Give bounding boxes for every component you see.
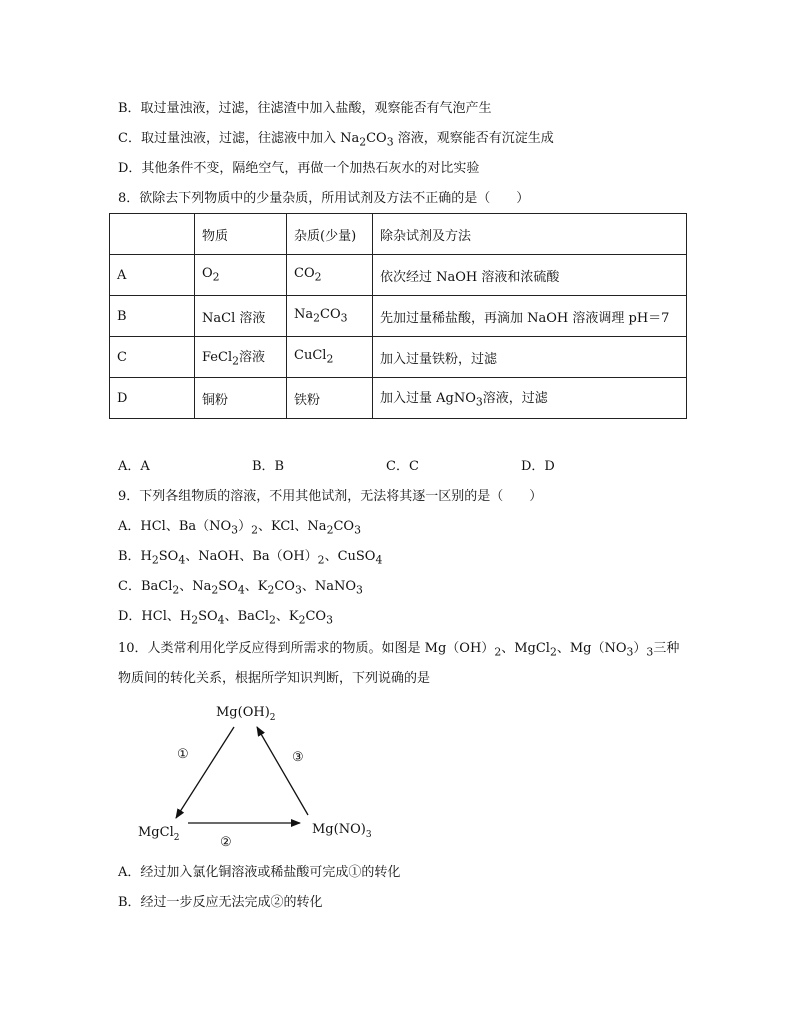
method-cell: 加入过量 AgNO$_3$溶液，过滤: [373, 378, 687, 419]
table-row: [110, 378, 687, 419]
q9-option-d: D．HCl、$H_2SO_4$、BaCl$_2$、$K_2CO_3$: [118, 609, 333, 627]
impurity-cell: $CO_2$: [287, 255, 373, 296]
impurity-cell: $Na_2CO_3$: [287, 296, 373, 337]
arrow-3: [257, 727, 308, 815]
row-label: C: [110, 337, 195, 378]
q8-answer-b: B．B: [252, 459, 285, 474]
header-cell: [110, 214, 195, 255]
header-cell: 除杂试剂及方法: [373, 214, 687, 255]
substance-cell: 铜粉: [195, 378, 287, 419]
q10-option-a: A．经过加入氯化铜溶液或稀盐酸可完成①的转化: [118, 865, 401, 880]
substance-cell: FeCl$_2$溶液: [195, 337, 287, 378]
q9-option-a: A．HCl、$Ba(NO_3)_2$、KCl、$Na_2CO_3$: [118, 519, 361, 537]
q8-table: [109, 213, 687, 419]
table-header-row: [110, 214, 687, 255]
q9-option-c: C．BaCl$_2$、$Na_2SO_4$、$K_2CO_3$、NaNO$_3$: [118, 579, 363, 597]
node-mg-oh-2: $Mg(OH)_2$: [216, 705, 276, 723]
table-row: [110, 296, 687, 337]
row-label: B: [110, 296, 195, 337]
row-label: A: [110, 255, 195, 296]
header-cell: 物质: [195, 214, 287, 255]
table-row: [110, 255, 687, 296]
label-3: ③: [292, 750, 304, 765]
q10-stem-line1: 10．人类常利用化学反应得到所需求的物质。如图是 $Mg(OH)_2$、MgCl$_2$、$Mg(NO_3)_3$三种: [118, 641, 680, 659]
q7-option-b: B．取过量浊液，过滤，往滤渣中加入盐酸，观察能否有气泡产生: [118, 101, 492, 116]
table-row: [110, 337, 687, 378]
method-cell: 加入过量铁粉，过滤: [373, 337, 687, 378]
q9-stem: 9．下列各组物质的溶液，不用其他试剂，无法将其逐一区别的是（ ）: [118, 489, 543, 504]
substance-cell: NaCl 溶液: [195, 296, 287, 337]
method-cell: 先加过量稀盐酸，再滴加 NaOH 溶液调理 pH＝7: [373, 296, 687, 337]
label-1: ①: [177, 747, 189, 762]
arrow-1: [176, 727, 234, 818]
method-cell: 依次经过 NaOH 溶液和浓硫酸: [373, 255, 687, 296]
node-mgcl2: MgCl$_2$: [138, 825, 180, 843]
impurity-cell: 铁粉: [287, 378, 373, 419]
q8-answer-c: C．C: [386, 459, 419, 474]
q7-option-c: C．取过量浊液，过滤，往滤液中加入 $Na_2CO_3$ 溶液，观察能否有沉淀生成: [118, 131, 554, 149]
header-cell: 杂质(少量): [287, 214, 373, 255]
q10-option-b: B．经过一步反应无法完成②的转化: [118, 895, 323, 910]
q8-stem: 8．欲除去下列物质中的少量杂质，所用试剂及方法不正确的是（ ）: [118, 191, 530, 206]
q8-answer-a: A．A: [118, 459, 150, 474]
q10-conversion-diagram: [130, 700, 390, 850]
q9-option-b: B．$H_2SO_4$、NaOH、$Ba(OH)_2$、CuSO$_4$: [118, 549, 383, 567]
label-2: ②: [220, 835, 232, 850]
row-label: D: [110, 378, 195, 419]
q8-answer-d: D．D: [521, 459, 555, 474]
node-mg-no3: $Mg(NO)_3$: [312, 822, 372, 840]
q10-stem-line2: 物质间的转化关系，根据所学知识判断，下列说确的是: [118, 671, 431, 686]
substance-cell: $O_2$: [195, 255, 287, 296]
q7-option-d: D．其他条件不变，隔绝空气，再做一个加热石灰水的对比实验: [118, 161, 480, 176]
impurity-cell: CuCl$_2$: [287, 337, 373, 378]
